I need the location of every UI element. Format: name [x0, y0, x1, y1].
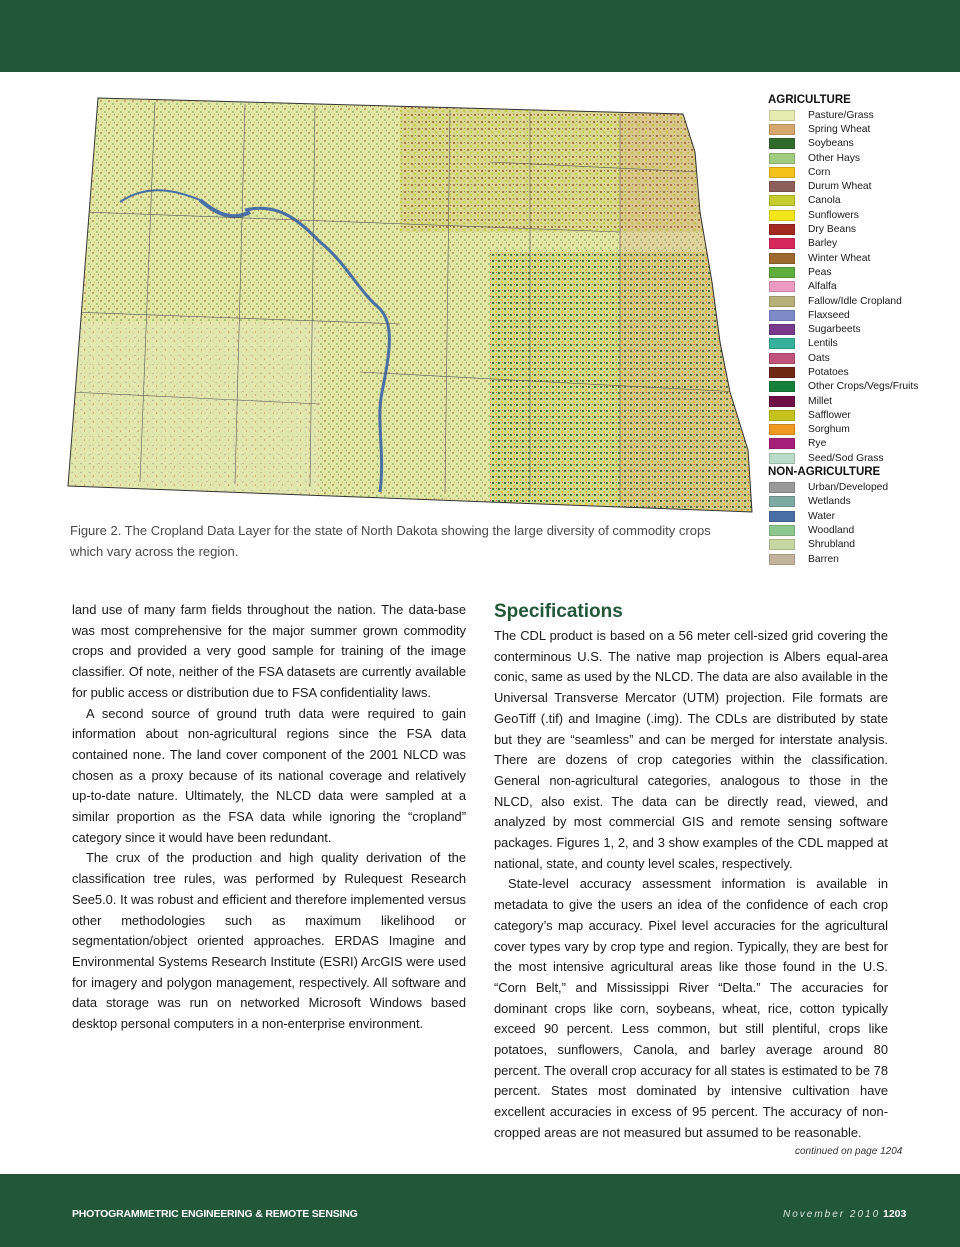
legend-label: Sunflowers — [808, 209, 859, 221]
legend-agriculture-item — [768, 194, 953, 208]
legend-label: Canola — [808, 195, 841, 207]
legend-agriculture-item — [768, 380, 953, 394]
footer-date: November 2010 — [783, 1209, 881, 1220]
header-band — [0, 0, 960, 72]
north-dakota-cdl-map — [60, 92, 760, 516]
legend-swatch — [769, 153, 795, 164]
legend-label: Wetlands — [808, 496, 851, 508]
legend-label: Safflower — [808, 409, 851, 421]
legend-agriculture-item — [768, 294, 953, 308]
legend-agriculture-item — [768, 151, 953, 165]
legend-swatch — [769, 424, 795, 435]
legend-swatch — [769, 539, 795, 550]
right-paragraph-1: The CDL product is based on a 56 meter cell-sized grid covering the conterminous U.S. The native map projection is Albers equal-area conic, same as used by the NLCD. The data are also available in the Universal Transverse Mercator (UTM) projection. File formats are GeoTiff (.tif) and Imagine (.img). The CDLs are distributed by state but they are “seamless” and can be merged for interstate analysis. There are dozens of crop categories within the classification. General non-agricultural categories, analogous to those in the NLCD, also exist. The data can be directly read, viewed, and analyzed by most commercial GIS and remote sensing software packages. Figures 1, 2, and 3 show examples of the CDL mapped at national, state, and county level scales, respectively. — [494, 628, 888, 871]
legend-swatch — [769, 438, 795, 449]
legend-swatch — [769, 324, 795, 335]
legend-agriculture-item — [768, 122, 953, 136]
continued-note: continued on page 1204 — [795, 1146, 903, 1157]
legend-swatch — [769, 195, 795, 206]
legend-nonagriculture-item — [768, 538, 953, 552]
right-paragraph-2: State-level accuracy assessment information is available in metadata to give the users an idea of the confidence of each crop category’s map accuracy. Pixel level accuracies for the agricultural cover types vary by crop type and region. Typically, they are best for the most intensive agricultural areas like those found in the U.S. “Corn Belt,” and Mississippi River “Delta.” The accuracies for dominant crops like corn, soybeans, wheat, rice, cotton typically exceed 90 percent. Less common, but still plentiful, crops like potatoes, sunflowers, Canola, and barley average around 80 percent. The overall crop accuracy for all states is estimated to be 78 percent. States most dominated by intensive cultivation have excellent accuracies in excess of 95 percent. The accuracy of non-cropped areas are not measured but assumed to be reasonable. — [494, 876, 888, 1140]
legend-label: Soybeans — [808, 138, 854, 150]
legend-label: Oats — [808, 352, 830, 364]
legend-nonagriculture-heading: NON-AGRICULTURE — [768, 466, 881, 479]
legend-swatch — [769, 396, 795, 407]
legend-agriculture-item — [768, 280, 953, 294]
legend-agriculture-item — [768, 351, 953, 365]
legend-agriculture-item — [768, 365, 953, 379]
legend-label: Flaxseed — [808, 309, 850, 321]
legend-swatch — [769, 353, 795, 364]
legend-agriculture-item — [768, 308, 953, 322]
footer-page-number: 1203 — [883, 1208, 907, 1220]
legend-label: Winter Wheat — [808, 252, 871, 264]
legend-agriculture-item — [768, 394, 953, 408]
legend-label: Shrubland — [808, 539, 855, 551]
legend-agriculture-heading: AGRICULTURE — [768, 94, 851, 106]
legend-nonagriculture-list — [768, 480, 953, 566]
left-column — [72, 600, 466, 1035]
legend-swatch — [769, 210, 795, 221]
legend-label: Lentils — [808, 338, 838, 350]
legend-label: Rye — [808, 438, 827, 450]
legend-nonagriculture-item — [768, 552, 953, 566]
legend-label: Other Crops/Vegs/Fruits — [808, 381, 919, 393]
legend-agriculture-item — [768, 108, 953, 122]
legend-nonagriculture-item — [768, 509, 953, 523]
legend-swatch — [769, 482, 795, 493]
legend-swatch — [769, 181, 795, 192]
legend-label: Woodland — [808, 524, 855, 536]
legend-swatch — [769, 453, 795, 464]
legend-swatch — [769, 110, 795, 121]
legend-swatch — [769, 554, 795, 565]
legend-agriculture-item — [768, 137, 953, 151]
legend-swatch — [769, 124, 795, 135]
legend-agriculture-list — [768, 108, 953, 465]
left-paragraph-3: The crux of the production and high quality derivation of the classification tree rules, was performed by Rulequest Research See5.0. It was robust and efficient and therefore implemented versus other methodologies such as maximum likelihood or segmentation/object oriented approaches. ERDAS Imagine and Environmental Systems Research Institute (ESRI) ArcGIS were used for imagery and polygon management, respectively. All software and data storage was run on networked Microsoft Windows based desktop personal computers in a non-enterprise environment. — [72, 850, 466, 1032]
legend-nonagriculture-item — [768, 523, 953, 537]
legend-agriculture-item — [768, 337, 953, 351]
legend-label: Fallow/Idle Cropland — [808, 295, 902, 307]
legend-label: Sugarbeets — [808, 324, 861, 336]
legend-label: Corn — [808, 166, 831, 178]
legend-agriculture-item — [768, 251, 953, 265]
section-title-specifications: Specifications — [494, 601, 623, 622]
legend-label: Seed/Sod Grass — [808, 452, 884, 464]
legend-label: Pasture/Grass — [808, 109, 874, 121]
legend-swatch — [769, 253, 795, 264]
legend-swatch — [769, 525, 795, 536]
left-paragraph-2: A second source of ground truth data were required to gain information about non-agricultural regions since the FSA data contained none. The land cover component of the 2001 NLCD was chosen as a proxy because of its national coverage and relatively up-to-date nature. Ultimately, the NLCD data were sampled at a similar proportion as the FSA data while ignoring the “cropland” category since it would have been redundant. — [72, 705, 466, 845]
legend-agriculture-item — [768, 322, 953, 336]
legend-label: Durum Wheat — [808, 181, 872, 193]
right-column — [494, 600, 888, 1144]
legend-swatch — [769, 281, 795, 292]
legend-nonagriculture-item — [768, 480, 953, 494]
legend-swatch — [769, 267, 795, 278]
legend-agriculture-item — [768, 208, 953, 222]
legend-label: Spring Wheat — [808, 123, 871, 135]
legend-agriculture-item — [768, 237, 953, 251]
map-legend — [768, 93, 953, 566]
legend-swatch — [769, 296, 795, 307]
legend-label: Other Hays — [808, 152, 861, 164]
legend-swatch — [769, 310, 795, 321]
legend-label: Dry Beans — [808, 224, 857, 236]
legend-swatch — [769, 511, 795, 522]
legend-agriculture-item — [768, 179, 953, 193]
legend-swatch — [769, 224, 795, 235]
legend-label: Water — [808, 510, 836, 522]
legend-agriculture-item — [768, 222, 953, 236]
legend-swatch — [769, 238, 795, 249]
legend-label: Millet — [808, 395, 833, 407]
legend-label: Alfalfa — [808, 281, 837, 293]
legend-swatch — [769, 338, 795, 349]
legend-label: Barley — [808, 238, 838, 250]
legend-swatch — [769, 367, 795, 378]
legend-agriculture-item — [768, 423, 953, 437]
legend-label: Peas — [808, 266, 832, 278]
left-paragraph-1: land use of many farm fields throughout the nation. The data-base was most comprehensive for the major summer grown commodity crops and provided a very good sample for training of the image classifier. Of note, neither of the FSA datasets are currently available for public access or distribution due to FSA confidentiality laws. — [72, 602, 466, 700]
legend-agriculture-item — [768, 265, 953, 279]
legend-agriculture-item — [768, 451, 953, 465]
legend-agriculture-item — [768, 408, 953, 422]
legend-nonagriculture-item — [768, 495, 953, 509]
footer-journal-title: PHOTOGRAMMETRIC ENGINEERING & REMOTE SENSING — [72, 1208, 358, 1220]
figure-caption: Figure 2. The Cropland Data Layer for the state of North Dakota showing the large diversity of commodity crops which vary across the region. — [70, 523, 711, 559]
legend-swatch — [769, 381, 795, 392]
legend-agriculture-item — [768, 165, 953, 179]
legend-agriculture-item — [768, 437, 953, 451]
legend-swatch — [769, 496, 795, 507]
legend-label: Potatoes — [808, 366, 849, 378]
legend-swatch — [769, 138, 795, 149]
legend-label: Sorghum — [808, 424, 850, 436]
legend-swatch — [769, 167, 795, 178]
legend-label: Urban/Developed — [808, 482, 889, 494]
legend-label: Barren — [808, 553, 839, 565]
legend-swatch — [769, 410, 795, 421]
